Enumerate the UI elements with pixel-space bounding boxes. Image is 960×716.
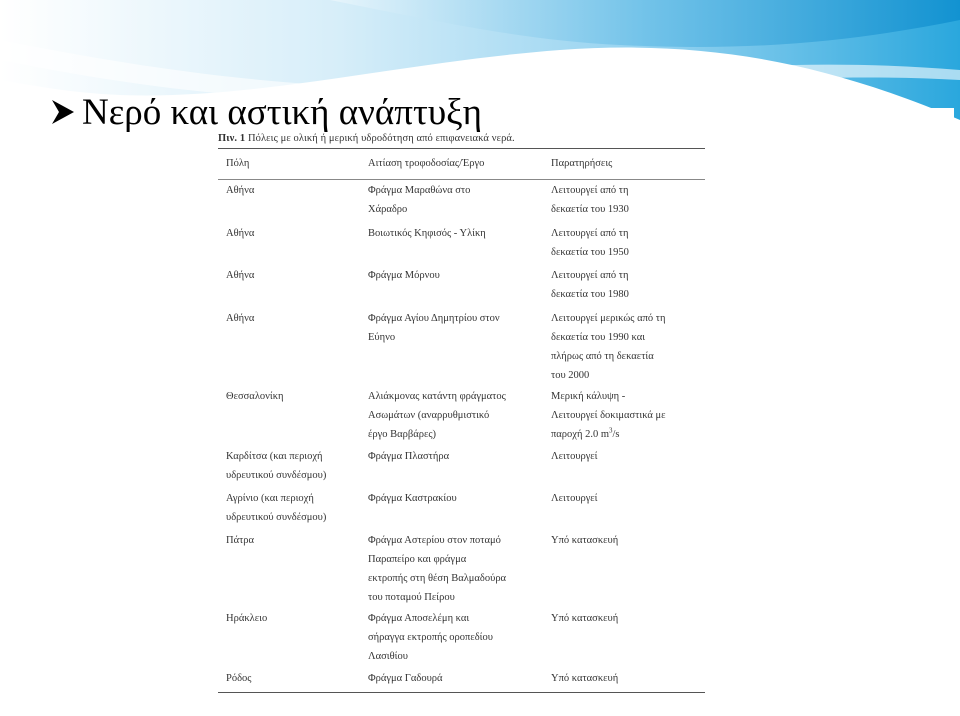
cell-work: Φράγμα Αποσελέμη και σήραγγα εκτροπής οροπεδίου Λασιθίου [368,613,493,662]
cell-work: Βοιωτικός Κηφισός - Υλίκη [368,228,486,239]
table-row [218,668,705,692]
cell-city: Ηράκλειο [226,613,268,624]
cell-work: Φράγμα Πλαστήρα [368,451,450,462]
cell-work: Αλιάκμονας κατάντη φράγματος Ασωμάτων (αναρρυθμιστικό έργο Βαρβάρες) [368,391,506,440]
cell-notes: Λειτουργεί [551,451,598,462]
cell-notes: Λειτουργεί από τη δεκαετία του 1950 [551,228,629,258]
cell-city: Πάτρα [226,535,255,546]
cell-city: Αθήνα [226,228,255,239]
table-row [218,223,705,265]
table-row [218,308,705,386]
cell-notes: Λειτουργεί από τη δεκαετία του 1980 [551,270,629,300]
cell-city: Αθήνα [226,270,255,281]
table-row [218,386,705,446]
cell-work: Φράγμα Καστρακίου [368,493,457,504]
cell-work: Φράγμα Αγίου Δημητρίου στον Εύηνο [368,313,500,343]
cell-city: Αθήνα [226,185,255,196]
header-work: Αιτίαση τροφοδοσίας/Έργο [368,158,485,169]
table-row [218,446,705,488]
cell-notes-flow [551,386,705,446]
table-row [218,180,705,223]
slide-title [50,90,482,134]
cell-city: Ρόδος [226,673,252,684]
scanned-table-document [218,132,705,693]
slide-title-text: Νερό και αστική ανάπτυξη [82,91,482,133]
cell-notes: Λειτουργεί [551,493,598,504]
cell-notes: Υπό κατασκευή [551,535,619,546]
table-caption [218,132,705,148]
cell-city: Αθήνα [226,313,255,324]
table-caption-prefix: Πιν. 1 [218,133,246,144]
table-row [218,530,705,608]
table-caption-text: Πόλεις με ολική ή μερική υδροδότηση από επιφανειακά νερά. [247,133,515,144]
table-row [218,608,705,668]
header-notes: Παρατηρήσεις [551,158,613,169]
cell-city: Καρδίτσα (και περιοχή υδρευτικού συνδέσμου) [226,451,327,481]
cell-notes: Υπό κατασκευή [551,673,619,684]
cell-city: Θεσσαλονίκη [226,391,284,402]
table-bottom-rule [218,692,705,693]
cell-work: Φράγμα Αστερίου στον ποταμό Παραπείρο και φράγμα εκτροπής στη θέση Bαλμαδούρα του ποταμού Πείρου [368,535,507,603]
cities-water-table [218,149,705,692]
table-header-row [218,149,705,179]
table-row [218,488,705,530]
cell-notes: Λειτουργεί από τη δεκαετία του 1930 [551,185,629,215]
header-city: Πόλη [226,158,250,169]
cell-work: Φράγμα Γαδουρά [368,673,443,684]
cell-work: Φράγμα Μαραθώνα στο Χάραδρο [368,185,471,215]
cell-notes: Υπό κατασκευή [551,613,619,624]
cell-city: Αγρίνιο (και περιοχή υδρευτικού συνδέσμου) [226,493,327,523]
cell-notes: Λειτουργεί μερικώς από τη δεκαετία του 1990 και πλήρως από τη δεκαετία του 2000 [551,313,666,381]
table-row [218,265,705,308]
notes-flow-line1: Μερική κάλυψη - Λειτουργεί δοκιμαστικά με παροχή 2.0 $m^3/s$ [551,391,666,440]
arrow-bullet-icon [50,98,76,126]
cell-work: Φράγμα Μόρνου [368,270,440,281]
